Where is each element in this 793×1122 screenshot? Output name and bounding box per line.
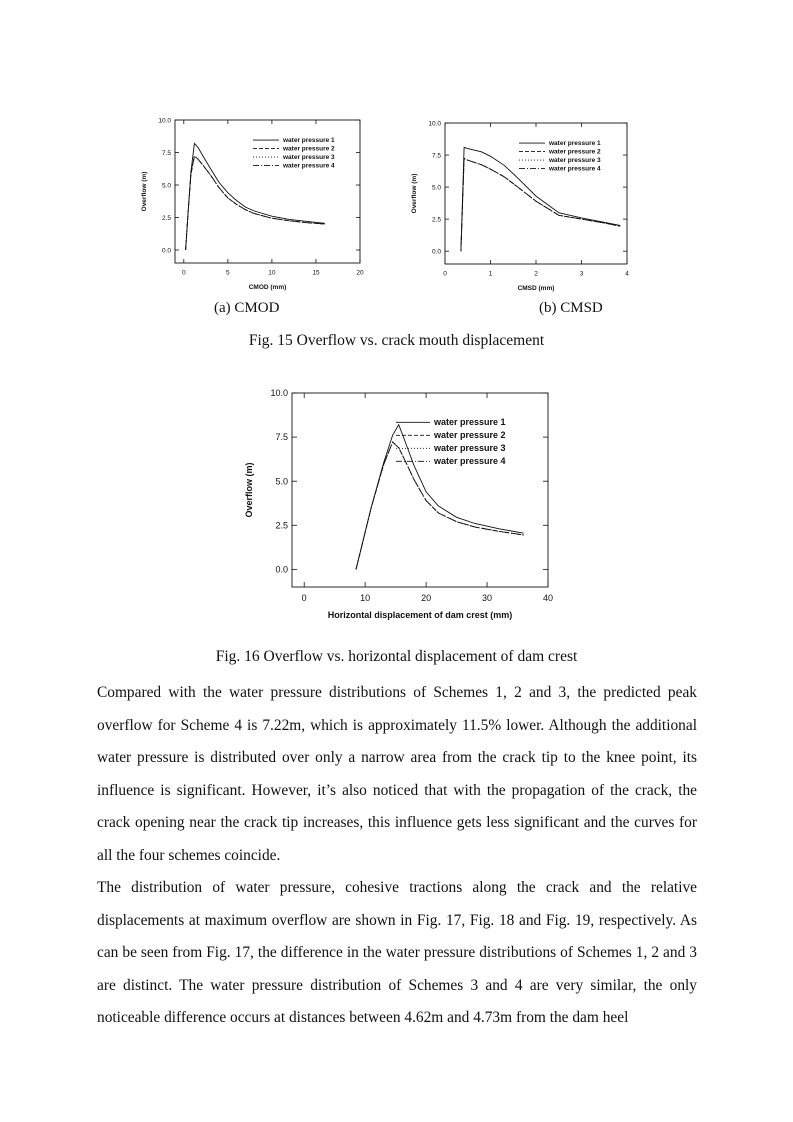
x-axis-label: Horizontal displacement of dam crest (mm) — [327, 610, 513, 620]
y-tick-label: 0.0 — [161, 247, 171, 255]
x-axis-label: CMOD (mm) — [248, 284, 287, 291]
cmod-chart — [130, 112, 370, 292]
y-tick-label: 0.0 — [275, 564, 288, 575]
subfigure-label-b: (b) CMSD — [539, 300, 603, 316]
subfigure-label-a: (a) CMOD — [214, 300, 280, 316]
legend-label-3: water pressure 3 — [283, 154, 335, 161]
y-tick-label: 5.0 — [275, 476, 288, 487]
y-tick-label: 2.5 — [161, 214, 171, 222]
x-tick-label: 10 — [268, 269, 276, 277]
x-axis-label: CMSD (mm) — [517, 285, 555, 292]
y-tick-label: 0.0 — [431, 248, 441, 256]
x-tick-label: 40 — [542, 593, 554, 603]
y-axis-label: Overflow (m) — [244, 462, 254, 518]
x-tick-label: 20 — [356, 269, 364, 277]
y-tick-label: 10.0 — [270, 388, 288, 399]
x-tick-label: 2 — [534, 270, 538, 278]
x-tick-label: 0 — [301, 593, 307, 603]
crest-chart — [235, 383, 565, 628]
legend-label-2: water pressure 2 — [549, 148, 601, 156]
cmsd-chart — [400, 115, 640, 290]
y-tick-label: 10.0 — [428, 120, 441, 128]
legend-label-2: water pressure 2 — [283, 145, 335, 153]
paragraph-1: Compared with the water pressure distributions of Schemes 1, 2 and 3, the predicted peak overflow for Scheme 4 is 7.22m, which is approximately 11.5% lower. Although the additional water pressure is distributed over only a narrow area from the crack tip to the knee point, its influence is significant. However, it’s also noticed that with the propagation of the crack, the crack opening near the crack tip increases, this influence gets less significant and the curves for all the four schemes coincide. — [97, 684, 697, 864]
legend-label-2: water pressure 2 — [434, 430, 506, 440]
legend-label-4: water pressure 4 — [434, 456, 506, 466]
legend-label-4: water pressure 4 — [283, 162, 335, 170]
x-tick-label: 1 — [488, 270, 493, 278]
y-tick-label: 5.0 — [161, 182, 171, 190]
x-tick-label: 15 — [312, 269, 320, 277]
y-tick-label: 7.5 — [161, 149, 171, 157]
y-axis-label: Overflow (m) — [141, 171, 148, 212]
legend-label-1: water pressure 1 — [549, 140, 601, 147]
x-tick-label: 4 — [625, 270, 629, 278]
series-line-4 — [186, 156, 325, 250]
y-tick-label: 2.5 — [431, 216, 441, 224]
x-tick-label: 0 — [181, 269, 186, 277]
x-tick-label: 0 — [443, 270, 447, 278]
y-tick-label: 2.5 — [275, 520, 288, 531]
x-tick-label: 5 — [226, 269, 230, 277]
x-tick-label: 10 — [360, 593, 371, 603]
legend-label-3: water pressure 3 — [549, 157, 601, 164]
legend-label-3: water pressure 3 — [434, 443, 506, 453]
x-tick-label: 20 — [421, 593, 432, 603]
y-tick-label: 10.0 — [158, 117, 171, 125]
body-text — [97, 677, 697, 1035]
y-tick-label: 7.5 — [275, 432, 288, 443]
figure-16-caption: Fig. 16 Overflow vs. horizontal displacement of dam crest — [215, 648, 578, 665]
paragraph-2: The distribution of water pressure, cohesive tractions along the crack and the relative displacements at maximum overflow are shown in Fig. 17, Fig. 18 and Fig. 19, respectively. As can be seen from Fig. 17, the difference in the water pressure distributions of Schemes 1, 2 and 3 are distinct. The water pressure distribution of Schemes 3 and 4 are very similar, the only noticeable difference occurs at distances between 4.62m and 4.73m from the dam heel — [97, 879, 697, 1026]
legend-label-1: water pressure 1 — [434, 417, 506, 427]
legend-label-4: water pressure 4 — [549, 165, 601, 173]
y-axis-label: Overflow (m) — [411, 173, 418, 214]
x-tick-label: 30 — [482, 593, 493, 603]
x-tick-label: 3 — [579, 270, 584, 278]
y-tick-label: 7.5 — [431, 152, 441, 160]
y-tick-label: 5.0 — [431, 184, 441, 192]
figure-15-caption: Fig. 15 Overflow vs. crack mouth displacement — [248, 332, 545, 349]
legend-label-1: water pressure 1 — [283, 137, 335, 144]
